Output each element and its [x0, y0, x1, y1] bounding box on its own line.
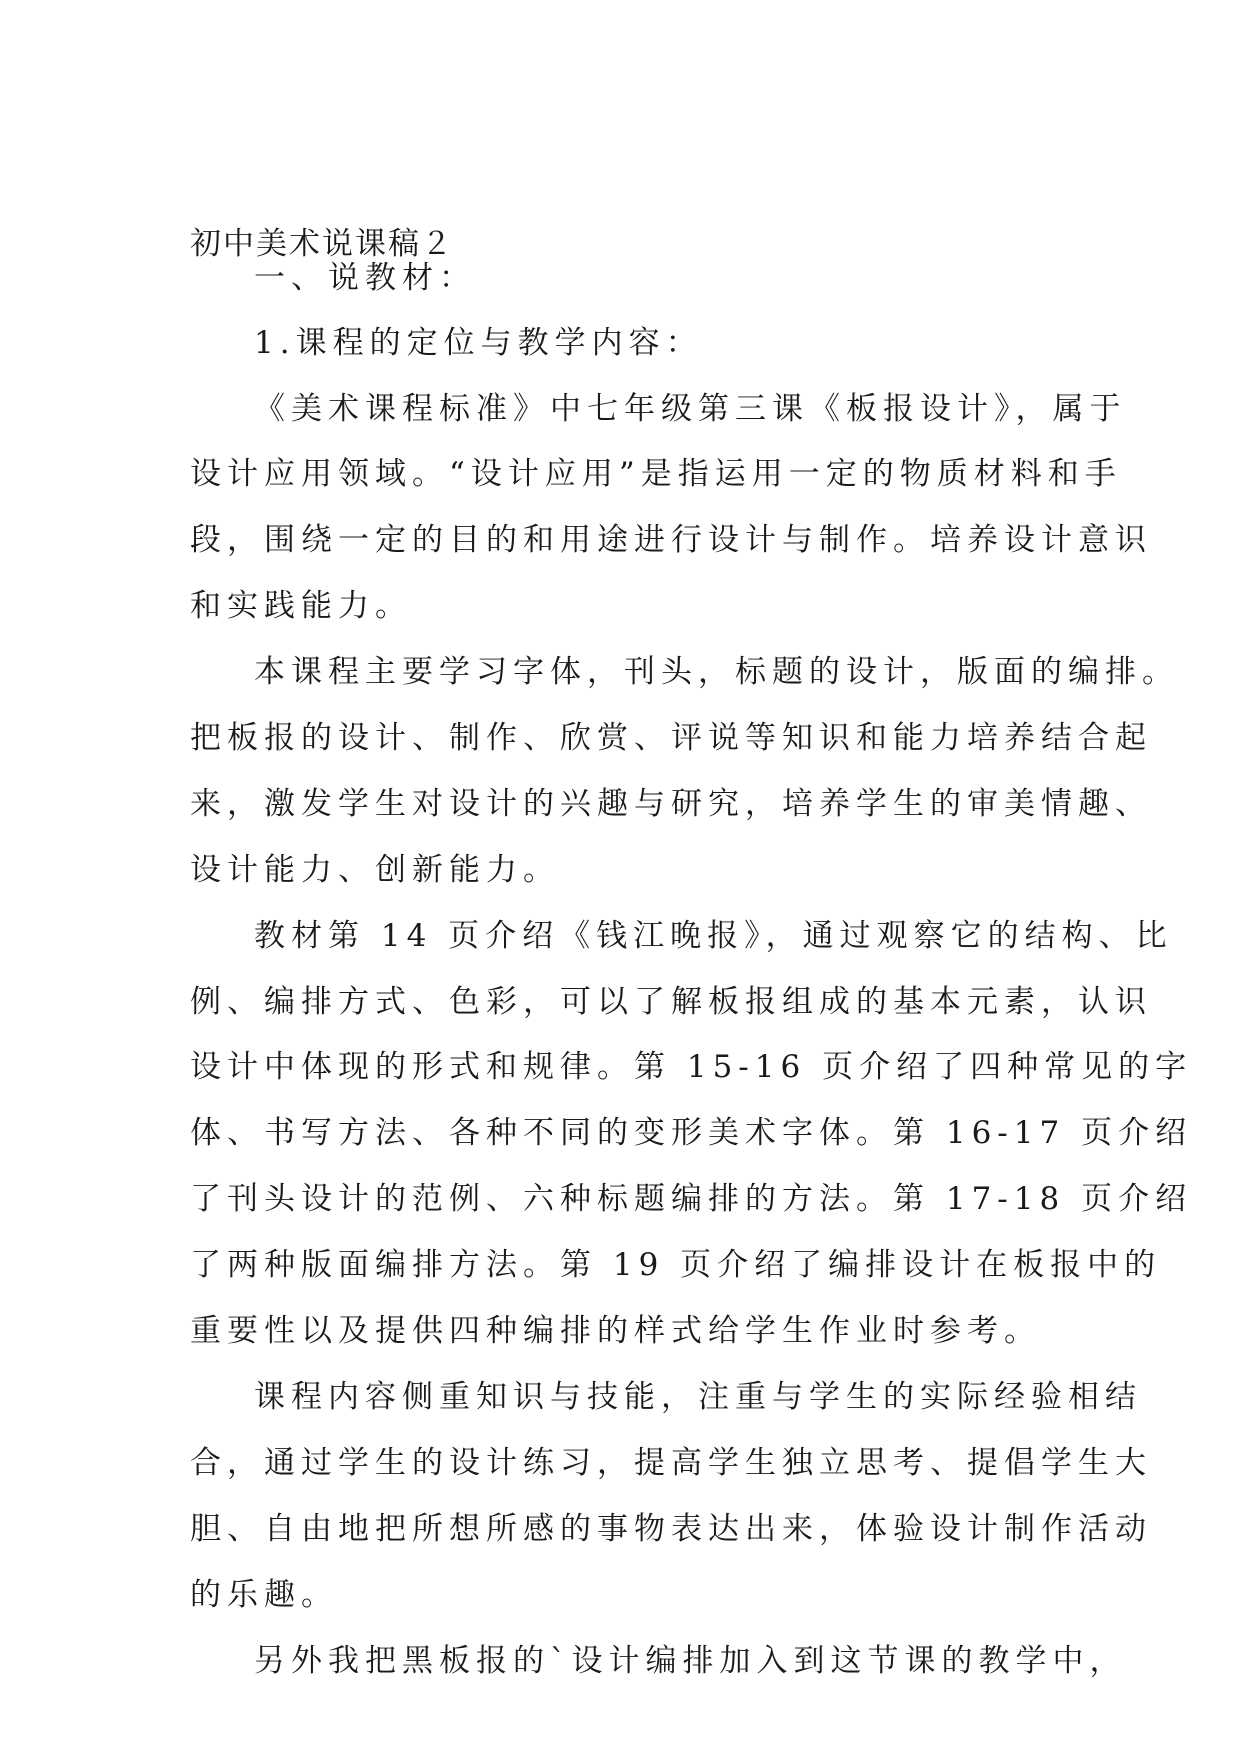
document-title: 初中美术说课稿２: [190, 226, 454, 262]
paragraph-line: 设计应用领域。“设计应用”是指运用一定的物质材料和手: [190, 456, 1122, 492]
paragraph-line: 的乐趣。: [190, 1577, 338, 1613]
paragraph-line: 把板报的设计、制作、欣赏、评说等知识和能力培养结合起: [190, 720, 1152, 756]
paragraph-line: 胆、自由地把所想所感的事物表达出来，体验设计制作活动: [190, 1511, 1152, 1547]
paragraph-line: 设计中体现的形式和规律。第 15-16 页介绍了四种常见的字: [190, 1049, 1193, 1085]
paragraph-line: 本课程主要学习字体，刊头，标题的设计，版面的编排。: [254, 654, 1179, 690]
paragraph-line: 重要性以及提供四种编排的样式给学生作业时参考。: [190, 1313, 1041, 1349]
paragraph-line: 和实践能力。: [190, 588, 412, 624]
paragraph-line: 设计能力、创新能力。: [190, 852, 560, 888]
subsection-heading: 1.课程的定位与教学内容：: [254, 325, 703, 361]
paragraph-line: 课程内容侧重知识与技能，注重与学生的实际经验相结: [254, 1379, 1142, 1415]
paragraph-line: 教材第 14 页介绍《钱江晚报》，通过观察它的结构、比: [254, 918, 1173, 954]
paragraph-line: 体、书写方法、各种不同的变形美术字体。第 16-17 页介绍: [190, 1115, 1193, 1151]
paragraph-line: 了刊头设计的范例、六种标题编排的方法。第 17-18 页介绍: [190, 1181, 1193, 1217]
paragraph-line: 段，围绕一定的目的和用途进行设计与制作。培养设计意识: [190, 522, 1152, 558]
paragraph-line: 合，通过学生的设计练习，提高学生独立思考、提倡学生大: [190, 1445, 1152, 1481]
paragraph-line: 另外我把黑板报的`设计编排加入到这节课的教学中，: [254, 1643, 1127, 1679]
paragraph-line: 例、编排方式、色彩，可以了解板报组成的基本元素，认识: [190, 984, 1152, 1020]
paragraph-line: 《美术课程标准》中七年级第三课《板报设计》，属于: [254, 391, 1127, 427]
section-heading: 一、说教材：: [254, 260, 476, 296]
paragraph-line: 了两种版面编排方法。第 19 页介绍了编排设计在板报中的: [190, 1247, 1162, 1283]
paragraph-line: 来，激发学生对设计的兴趣与研究，培养学生的审美情趣、: [190, 786, 1152, 822]
